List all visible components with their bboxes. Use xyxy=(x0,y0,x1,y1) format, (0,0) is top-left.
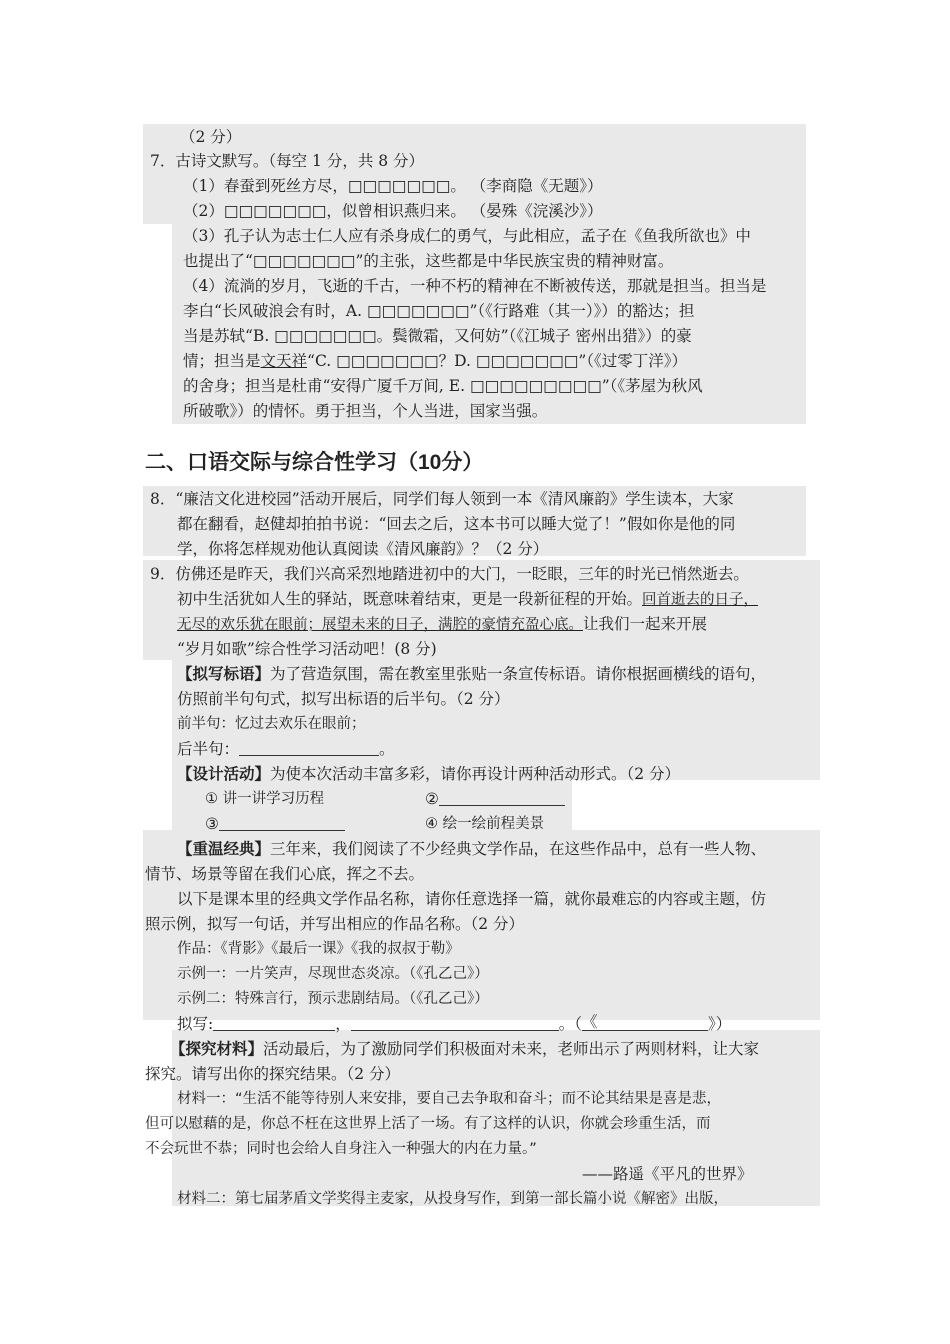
material-1-source: ——路遥《平凡的世界》 xyxy=(582,1165,753,1183)
q6-score: （2 分） xyxy=(180,128,242,146)
q9-line3: 无尽的欢乐犹在眼前；展望未来的日子，满腔的豪情充盈心底。让我们一起来开展 xyxy=(177,615,708,633)
section-title: 二、口语交际与综合性学习（10分） xyxy=(145,451,484,474)
design-item-2: ② xyxy=(425,788,565,810)
explore-line2: 探究。请写出你的探究结果。（2 分） xyxy=(145,1065,401,1083)
slogan-line2: 仿照前半句句式，拟写出标语的后半句。（2 分） xyxy=(177,690,510,708)
q7-item-1: （1）春蚕到死丝方尽，□□□□□□□。 （李商隐《无题》） xyxy=(183,177,603,195)
classic-tag: 【重温经典】 xyxy=(177,839,271,858)
q8-line1: 8．“廉洁文化进校园”活动开展后，同学们每人领到一本《清风廉韵》学生读本，大家 xyxy=(150,490,734,508)
q9-line1: 9．仿佛还是昨天，我们兴高采烈地踏进初中的大门，一眨眼，三年的时光已悄然逝去。 xyxy=(150,565,749,583)
answer-blank[interactable] xyxy=(439,789,565,806)
q9-line2: 初中生活犹如人生的驿站，既意味着结束，更是一段新征程的开始。回首逝去的日子， xyxy=(177,590,759,608)
slogan-back-half: 后半句： 。 xyxy=(177,740,395,758)
example-2: 示例二：特殊言行，预示悲剧结局。（《孔乙己》） xyxy=(177,991,489,1007)
slogan-tag: 【拟写标语】 xyxy=(177,664,271,683)
design-line1: 【设计活动】为使本次活动丰富多彩，请你再设计两种活动形式。（2 分） xyxy=(177,764,681,783)
explore-line1: 【探究材料】活动最后，为了激励同学们积极面对未来，老师出示了两则材料，让大家 xyxy=(170,1039,760,1058)
works-list: 作品：《背影》《最后一课》《我的叔叔于勒》 xyxy=(177,941,460,957)
draft-line: 拟写: ， 。（ 《 》） xyxy=(177,1013,732,1033)
design-item-3: ③ xyxy=(205,813,345,835)
design-item-1: ① 讲一讲学习历程 xyxy=(205,791,325,807)
underlined-phrase: 回首逝去的日子， xyxy=(642,592,759,608)
underlined-phrase: 展望未来的日子，满腔的豪情充盈心底。 xyxy=(322,617,583,633)
underlined-phrase: 无尽的欢乐犹在眼前； xyxy=(177,617,322,633)
q7-item-3-line2: 也提出了“□□□□□□□”的主张，这些都是中华民族宝贵的精神财富。 xyxy=(183,252,674,270)
answer-blank[interactable] xyxy=(351,1014,559,1031)
q7-item-4-line2: 李白“长风破浪会有时，A. □□□□□□□”（《行路难（其一）》）的豁达；担 xyxy=(183,302,695,320)
answer-blank[interactable] xyxy=(213,1014,335,1031)
material-1-line2: 但可以慰藉的是，你总不枉在这世界上活了一场。有了这样的认识，你就会珍重生活，而 xyxy=(145,1116,711,1132)
wen-tianxiang-name: 文天祥 xyxy=(260,352,308,370)
q8-line2: 都在翻看，赵健却拍拍书说：“回去之后，这本书可以睡大觉了！”假如你是他的同 xyxy=(177,515,736,533)
slogan-line1: 【拟写标语】为了营造氛围，需在教室里张贴一条宣传标语。请你根据画横线的语句， xyxy=(177,664,767,683)
design-item-4: ④ 绘一绘前程美景 xyxy=(425,816,545,832)
material-1-line1: 材料一：“生活不能等待别人来安排，要自己去争取和奋斗；而不论其结果是喜是悲， xyxy=(177,1091,722,1107)
design-tag: 【设计活动】 xyxy=(177,764,271,783)
q7-item-3-line1: （3）孔子认为志士仁人应有杀身成仁的勇气，与此相应，孟子在《鱼我所欲也》中 xyxy=(183,227,751,245)
classic-line1: 【重温经典】三年来，我们阅读了不少经典文学作品，在这些作品中，总有一些人物、 xyxy=(177,839,767,858)
q9-line4: “岁月如歌”综合性学习活动吧！(8 分) xyxy=(177,640,437,658)
classic-line3: 以下是课本里的经典文学作品名称，请你任意选择一篇，就你最难忘的内容或主题，仿 xyxy=(177,890,767,908)
q7-title: 7．古诗文默写。（每空 1 分，共 8 分） xyxy=(150,152,425,170)
q7-item-4-line3: 当是苏轼“B. □□□□□□□。鬓微霜，又何妨”（《江城子 密州出猎》）的豪 xyxy=(183,327,692,345)
q7-item-4-line6: 所破歌》）的情怀。勇于担当，个人当进，国家当强。 xyxy=(183,402,548,420)
q7-item-4-line1: （4）流淌的岁月，飞逝的千古，一种不朽的精神在不断被传送，那就是担当。担当是 xyxy=(183,277,767,295)
q7-item-4-line4: 情；担当是文天祥“C. □□□□□□□？D. □□□□□□□”（《过零丁洋》） xyxy=(183,352,688,370)
material-2-line1: 材料二：第七届茅盾文学奖得主麦家，从投身写作，到第一部长篇小说《解密》出版， xyxy=(177,1191,728,1207)
q7-item-2: （2）□□□□□□□，似曾相识燕归来。 （晏殊《浣溪沙》） xyxy=(183,202,603,220)
material-1-line3: 不会玩世不恭；同时也会给人自身注入一种强大的内在力量。” xyxy=(145,1141,537,1157)
explore-tag: 【探究材料】 xyxy=(170,1039,264,1058)
classic-line2: 情节、场景等留在我们心底，挥之不去。 xyxy=(145,865,425,883)
q8-line3: 学，你将怎样规劝他认真阅读《清风廉韵》？（2 分） xyxy=(177,540,549,558)
answer-blank[interactable] xyxy=(239,739,379,756)
example-1: 示例一：一片笑声，尽现世态炎凉。（《孔乙己》） xyxy=(177,966,489,982)
answer-blank[interactable]: 《 xyxy=(582,1014,708,1031)
answer-blank[interactable] xyxy=(219,814,345,831)
q7-item-4-line5: 的舍身；担当是杜甫“安得广厦千万间, E. □□□□□□□□□”（《茅屋为秋风 xyxy=(183,377,703,395)
classic-line4: 照示例，拟写一句话，并写出相应的作品名称。（2 分） xyxy=(145,915,525,933)
slogan-front-half: 前半句：忆过去欢乐在眼前； xyxy=(177,716,366,732)
